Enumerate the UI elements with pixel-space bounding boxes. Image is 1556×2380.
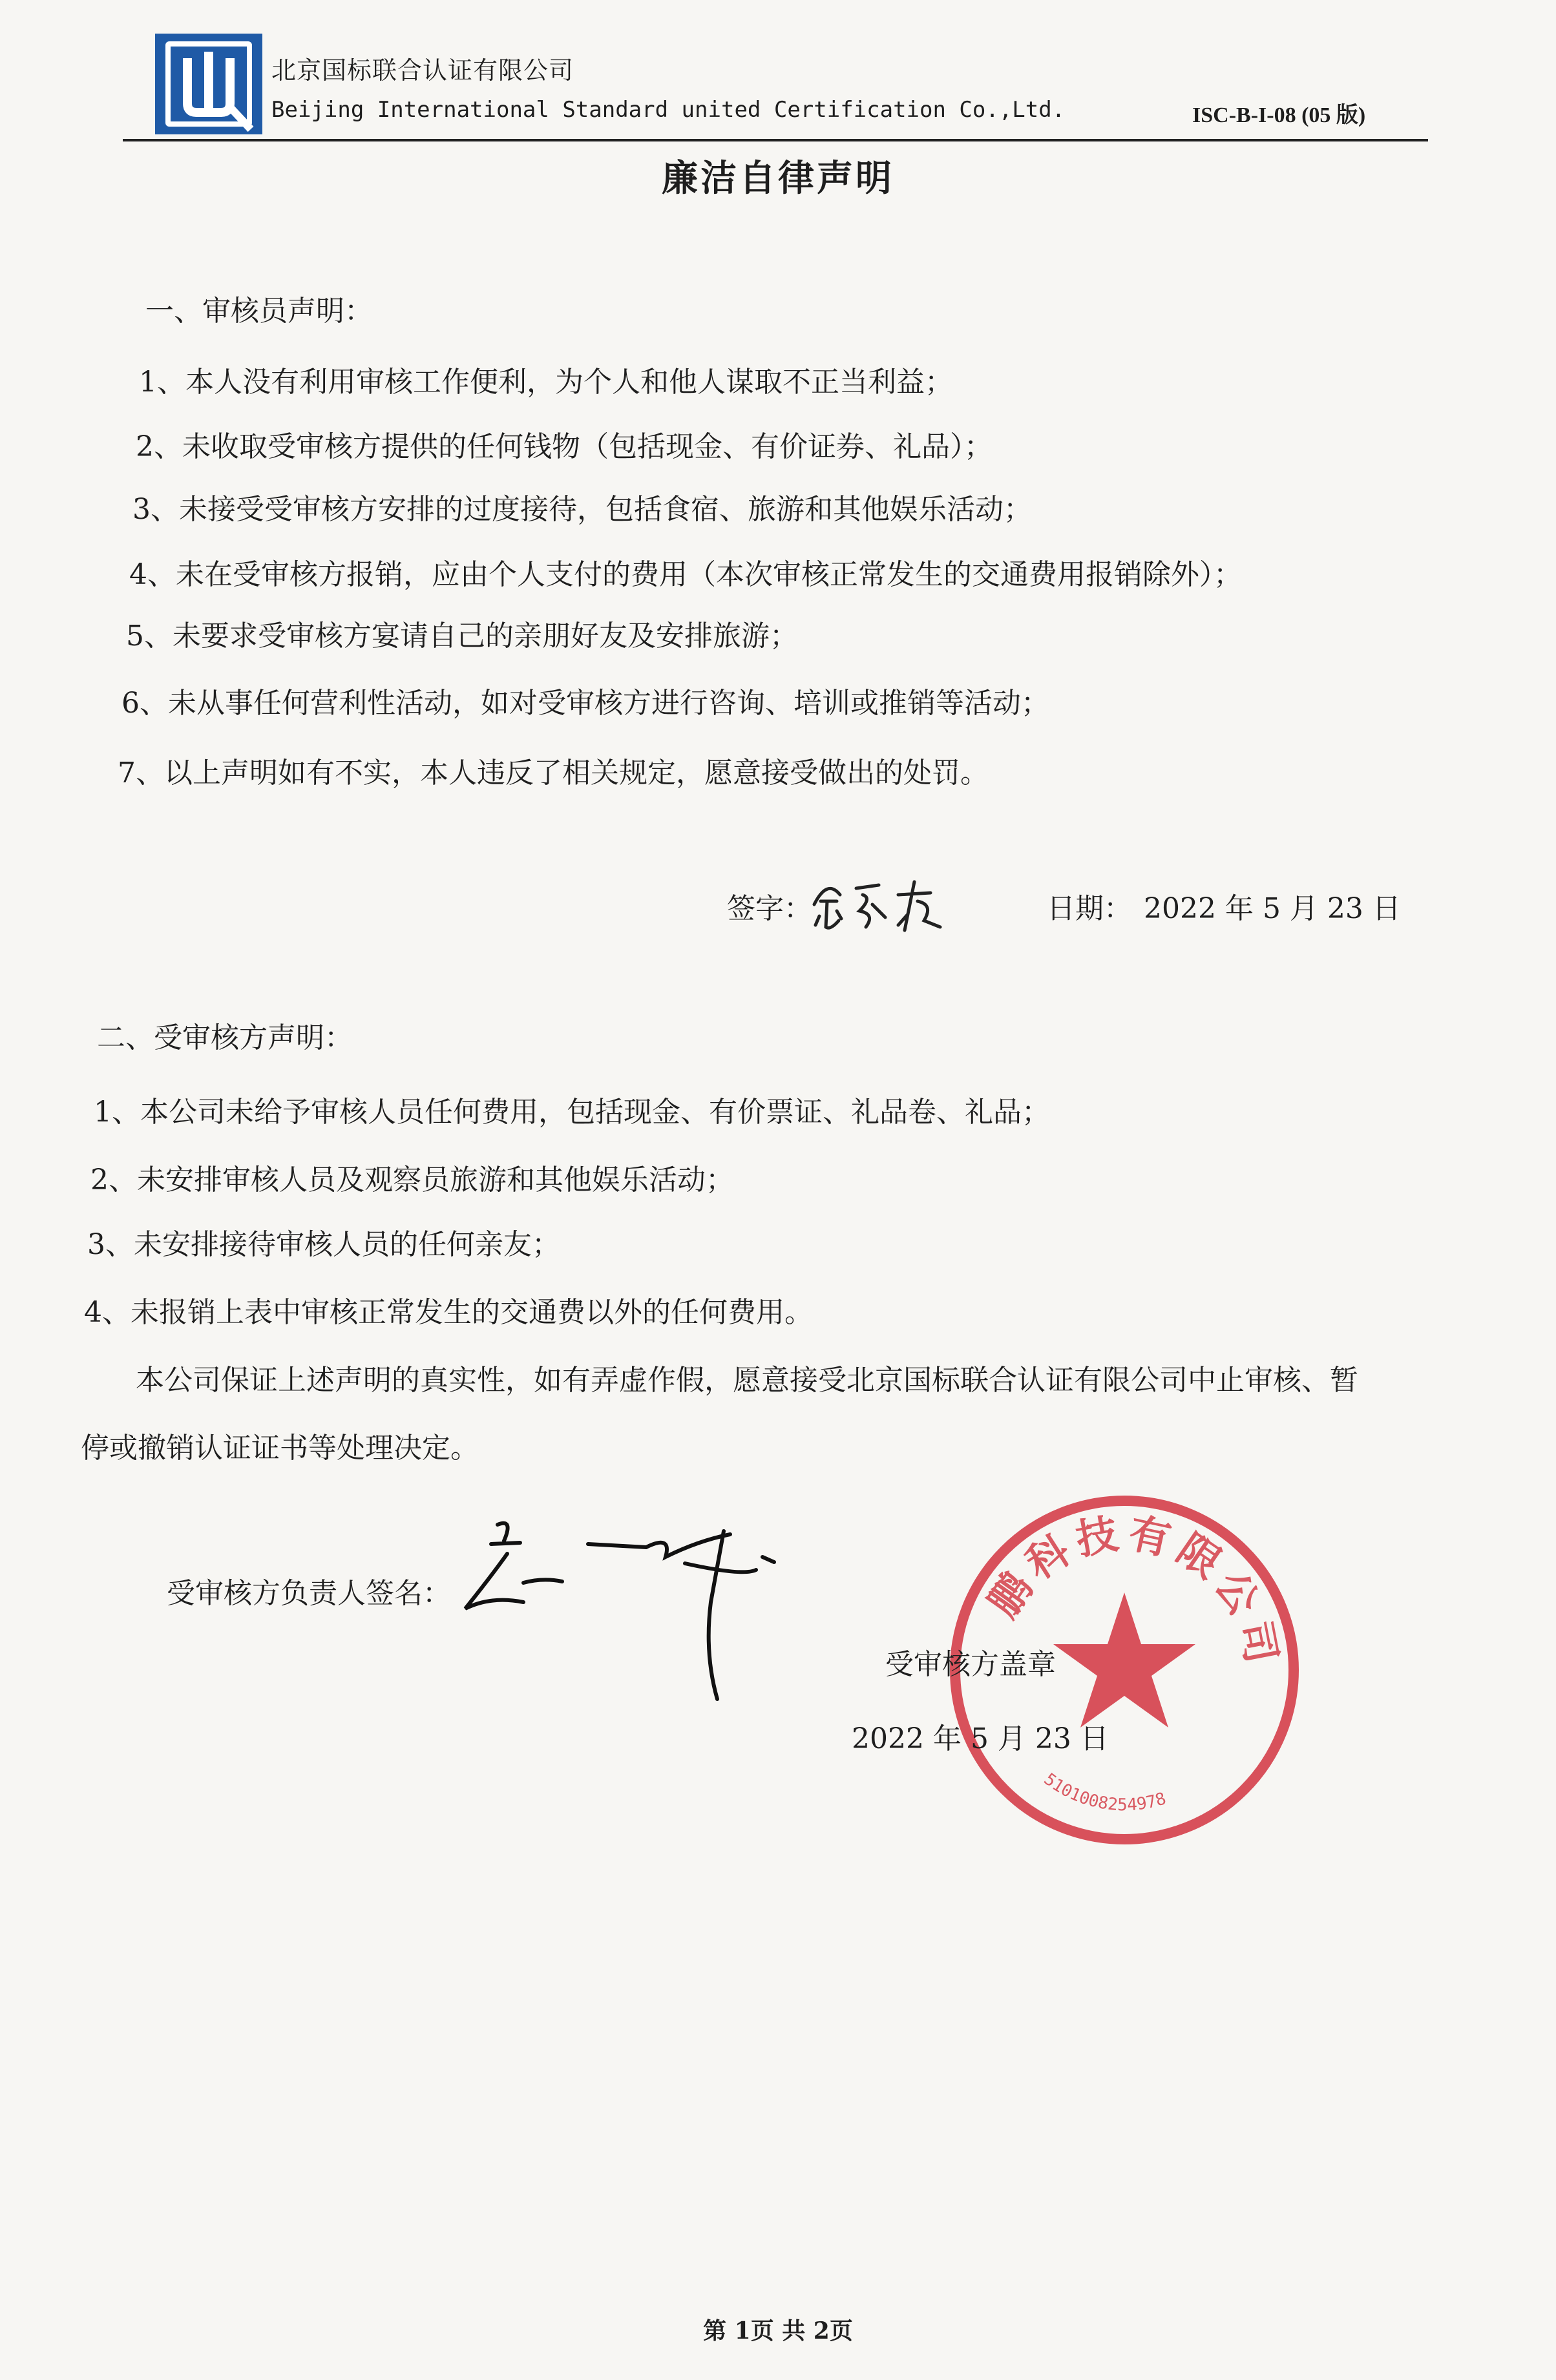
svg-text:5101008254978 — [1040, 1769, 1169, 1815]
responsible-date: 2022 年 5 月 23 日 — [852, 1722, 1109, 1755]
document-title: 廉洁自律声明 — [662, 158, 894, 200]
auditor-date: 2022 年 5 月 23 日 — [1144, 892, 1401, 925]
section1-item: 5、未要求受审核方宴请自己的亲朋好友及安排旅游； — [126, 620, 798, 652]
section1-item: 7、以上声明如有不实，本人违反了相关规定，愿意接受做出的处罚。 — [118, 757, 989, 789]
auditor-date-label: 日期： — [1047, 892, 1132, 925]
section2-item: 2、未安排审核人员及观察员旅游和其他娱乐活动； — [90, 1164, 734, 1196]
section1-item: 4、未在受审核方报销，应由个人支付的费用（本次审核正常发生的交通费用报销除外）； — [129, 558, 1242, 591]
seal-number: 5101008254978 — [1040, 1769, 1169, 1815]
seal-label: 受审核方盖章 — [885, 1648, 1056, 1681]
responsible-signature — [452, 1505, 788, 1718]
guarantee-line: 停或撤销认证证书等处理决定。 — [81, 1432, 479, 1465]
section2-item: 3、未安排接待审核人员的任何亲友； — [87, 1228, 560, 1261]
guarantee-line: 本公司保证上述声明的真实性，如有弄虚作假，愿意接受北京国标联合认证有限公司中止审核、暂 — [136, 1364, 1358, 1397]
section2-item: 4、未报销上表中审核正常发生的交通费以外的任何费用。 — [84, 1296, 813, 1329]
auditor-signature — [801, 866, 956, 943]
bisc-logo — [154, 32, 264, 136]
section2-heading: 二、受审核方声明： — [97, 1021, 353, 1054]
section2-item: 1、本公司未给予审核人员任何费用，包括现金、有价票证、礼品卷、礼品； — [94, 1096, 1050, 1129]
responsible-sign-label: 受审核方负责人签名： — [167, 1577, 451, 1610]
header-divider — [123, 139, 1428, 141]
company-name-en: Beijing International Standard united Certification Co.,Ltd. — [271, 97, 1066, 123]
document-code: ISC-B-I-08 (05 版) — [1192, 103, 1366, 127]
section1-item: 6、未从事任何营利性活动，如对受审核方进行咨询、培训或推销等活动； — [121, 687, 1049, 720]
page-number: 第 1页 共 2页 — [703, 2317, 853, 2344]
section1-item: 3、未接受受审核方安排的过度接待，包括食宿、旅游和其他娱乐活动； — [132, 493, 1032, 526]
company-name-cn: 北京国标联合认证有限公司 — [271, 56, 574, 85]
section1-heading: 一、审核员声明： — [145, 295, 373, 328]
auditor-sign-label: 签字： — [727, 892, 812, 925]
section1-item: 2、未收取受审核方提供的任何钱物（包括现金、有价证券、礼品）； — [136, 430, 993, 463]
section1-item: 1、本人没有利用审核工作便利，为个人和他人谋取不正当利益； — [139, 366, 953, 399]
seal-text: 鹏科技有限公司 — [979, 1508, 1287, 1674]
